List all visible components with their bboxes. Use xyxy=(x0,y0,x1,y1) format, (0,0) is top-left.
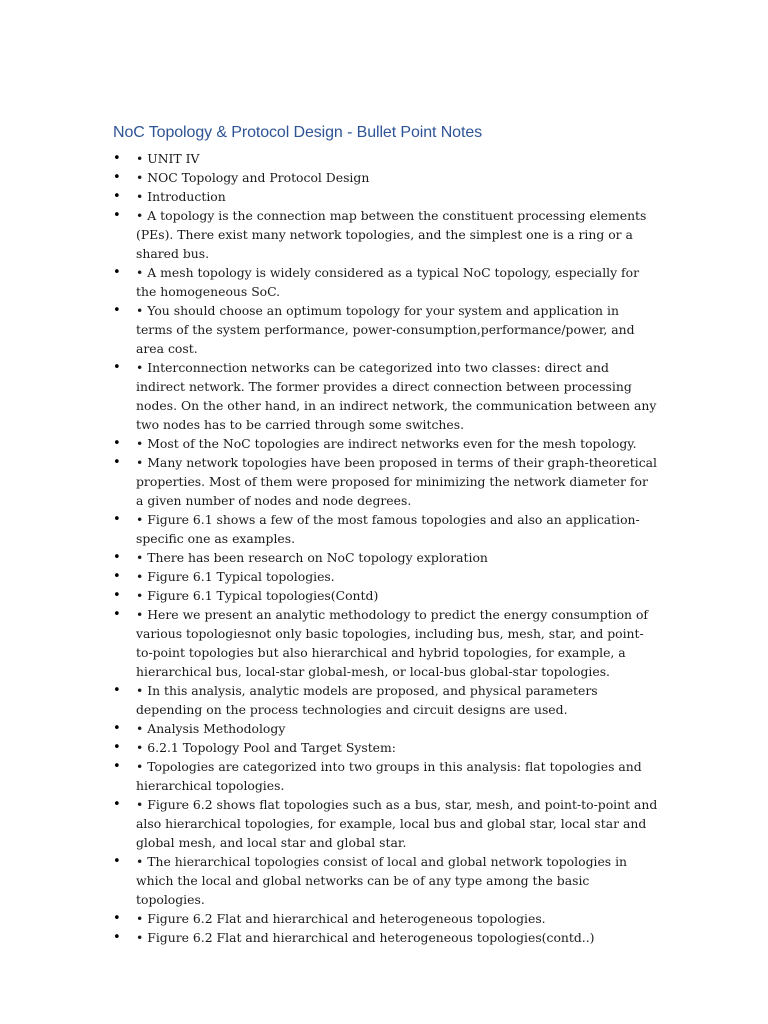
list-item xyxy=(113,567,659,586)
bullet-icon: • xyxy=(113,759,121,774)
bullet-icon: • xyxy=(113,588,121,603)
list-item xyxy=(113,852,659,909)
list-item xyxy=(113,168,659,187)
list-item-text: • Interconnection networks can be categorized into two classes: direct and indirect network. The former provides a direct connection between processing nodes. On the other hand, in an indirect network, the communication between any two nodes has to be carried through some switches. xyxy=(136,360,657,432)
list-item xyxy=(113,358,659,434)
bullet-icon: • xyxy=(113,740,121,755)
list-item-text: • Figure 6.2 shows flat topologies such as a bus, star, mesh, and point-to-point and also hierarchical topologies, for example, local bus and global star, local star and global mesh, and local star and global star. xyxy=(136,797,658,850)
list-item xyxy=(113,206,659,263)
list-item-text: • Figure 6.2 Flat and hierarchical and heterogeneous topologies(contd..) xyxy=(136,930,595,945)
list-item-text: • Figure 6.1 Typical topologies(Contd) xyxy=(136,588,379,603)
list-item xyxy=(113,586,659,605)
list-item xyxy=(113,301,659,358)
bullet-icon: • xyxy=(113,189,121,204)
bullet-icon: • xyxy=(113,569,121,584)
list-item-text: • There has been research on NoC topology exploration xyxy=(136,550,488,565)
list-item xyxy=(113,681,659,719)
bullet-icon: • xyxy=(113,303,121,318)
bullet-icon: • xyxy=(113,360,121,375)
bullet-list xyxy=(113,149,659,947)
bullet-icon: • xyxy=(113,151,121,166)
list-item xyxy=(113,738,659,757)
list-item xyxy=(113,263,659,301)
bullet-icon: • xyxy=(113,854,121,869)
list-item xyxy=(113,928,659,947)
list-item-text: • Topologies are categorized into two groups in this analysis: flat topologies and hierarchical topologies. xyxy=(136,759,642,793)
bullet-icon: • xyxy=(113,550,121,565)
bullet-icon: • xyxy=(113,455,121,470)
bullet-icon: • xyxy=(113,721,121,736)
list-item xyxy=(113,149,659,168)
bullet-icon: • xyxy=(113,911,121,926)
bullet-icon: • xyxy=(113,683,121,698)
list-item xyxy=(113,795,659,852)
bullet-icon: • xyxy=(113,436,121,451)
list-item-text: • Figure 6.1 shows a few of the most famous topologies and also an application-specific one as examples. xyxy=(136,512,640,546)
list-item-text: • A topology is the connection map between the constituent processing elements (PEs). There exist many network topologies, and the simplest one is a ring or a shared bus. xyxy=(136,208,647,261)
list-item-text: • UNIT IV xyxy=(136,151,200,166)
bullet-icon: • xyxy=(113,170,121,185)
document-title: NoC Topology & Protocol Design - Bullet Point Notes xyxy=(113,124,483,141)
bullet-icon: • xyxy=(113,797,121,812)
list-item xyxy=(113,187,659,206)
list-item xyxy=(113,909,659,928)
list-item-text: • NOC Topology and Protocol Design xyxy=(136,170,370,185)
list-item-text: • Introduction xyxy=(136,189,226,204)
list-item-text: • The hierarchical topologies consist of local and global network topologies in which the local and global networks can be of any type among the basic topologies. xyxy=(136,854,628,907)
list-item xyxy=(113,605,659,681)
list-item xyxy=(113,719,659,738)
list-item xyxy=(113,757,659,795)
bullet-icon: • xyxy=(113,208,121,223)
list-item xyxy=(113,453,659,510)
list-item-text: • In this analysis, analytic models are proposed, and physical parameters depending on the process technologies and circuit designs are used. xyxy=(136,683,598,717)
list-item xyxy=(113,510,659,548)
list-item-text: • Most of the NoC topologies are indirect networks even for the mesh topology. xyxy=(136,436,637,451)
list-item-text: • Analysis Methodology xyxy=(136,721,286,736)
list-item-text: • Many network topologies have been proposed in terms of their graph-theoretical properties. Most of them were proposed for minimizing the network diameter for a given number of nodes and node degrees. xyxy=(136,455,658,508)
list-item-text: • Figure 6.2 Flat and hierarchical and heterogeneous topologies. xyxy=(136,911,546,926)
list-item-text: • Here we present an analytic methodology to predict the energy consumption of various topologiesnot only basic topologies, including bus, mesh, star, and point-to-point topologies but also hierarchical and hybrid topologies, for example, a hierarchical bus, local-star global-mesh, or local-bus global-star topologies. xyxy=(136,607,649,679)
bullet-icon: • xyxy=(113,265,121,280)
list-item-text: • Figure 6.1 Typical topologies. xyxy=(136,569,335,584)
list-item xyxy=(113,434,659,453)
list-item-text: • You should choose an optimum topology for your system and application in terms of the system performance, power-consumption,performance/power, and area cost. xyxy=(136,303,635,356)
bullet-icon: • xyxy=(113,512,121,527)
bullet-icon: • xyxy=(113,930,121,945)
list-item-text: • 6.2.1 Topology Pool and Target System: xyxy=(136,740,396,755)
list-item-text: • A mesh topology is widely considered as a typical NoC topology, especially for the homogeneous SoC. xyxy=(136,265,640,299)
list-item xyxy=(113,548,659,567)
bullet-icon: • xyxy=(113,607,121,622)
